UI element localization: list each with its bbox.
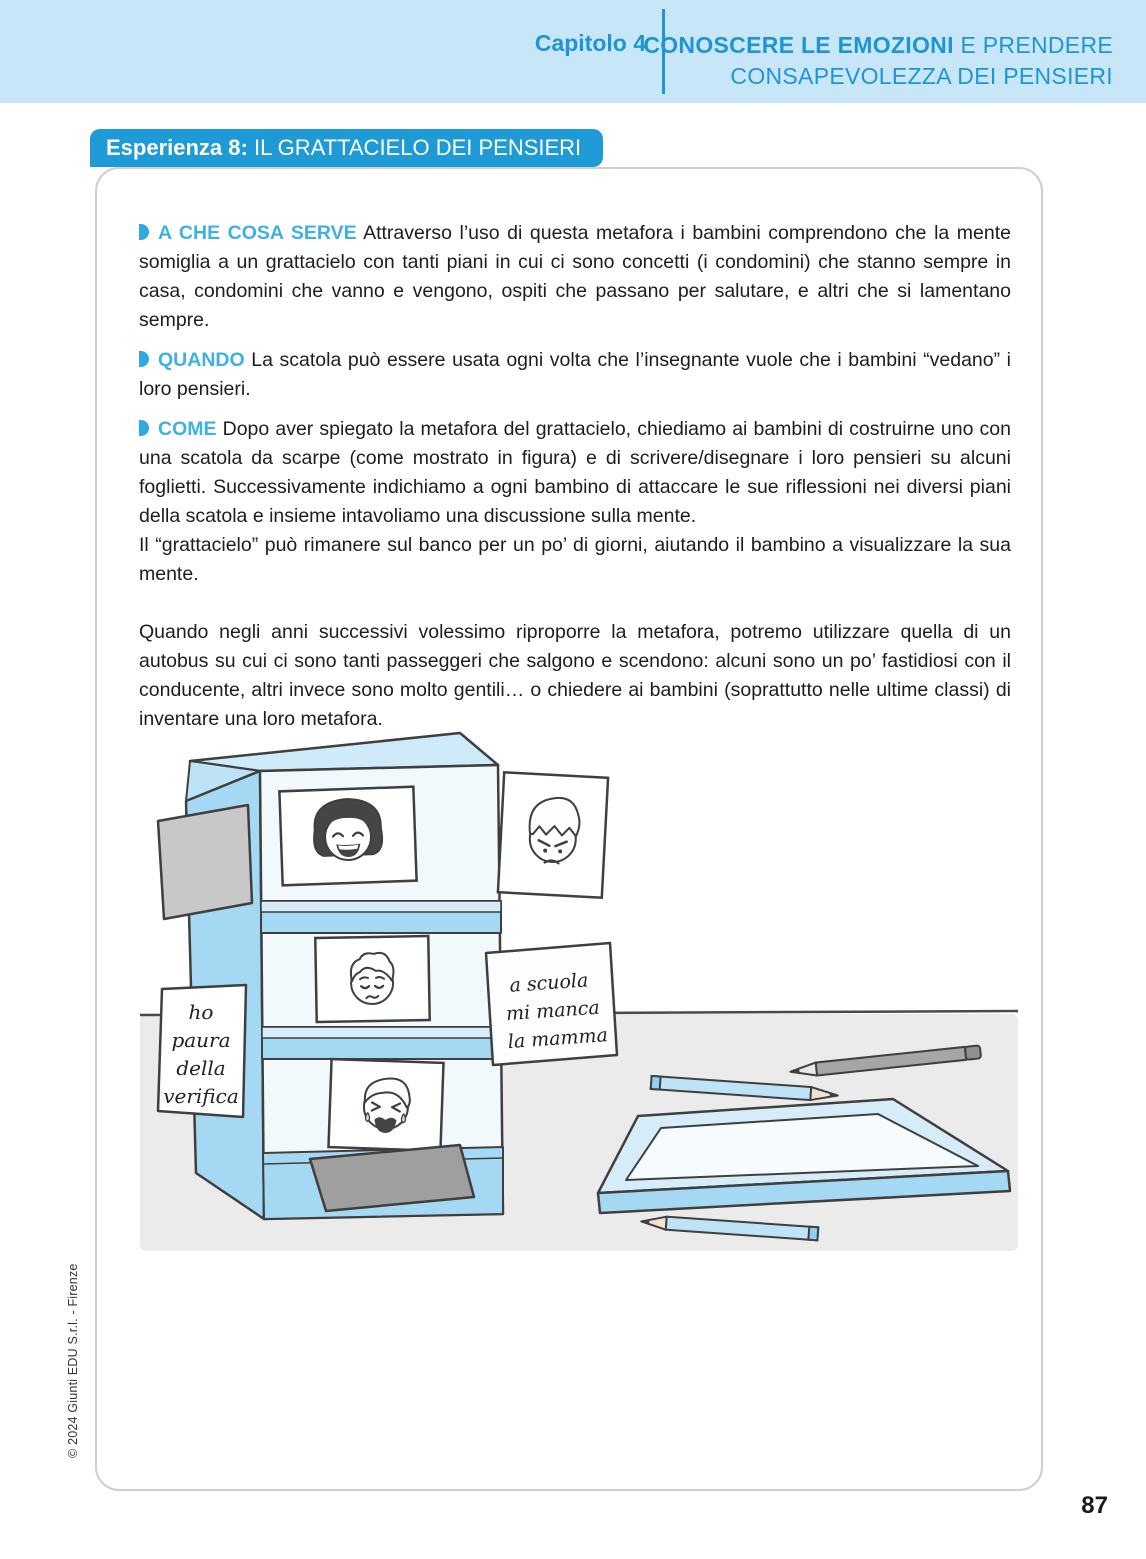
chapter-label: Capitolo 4 (534, 30, 646, 56)
drawing-angry-face (498, 772, 608, 897)
section-quando (139, 346, 1011, 404)
section-quando-text: La scatola può essere usata ogni volta che l’insegnante vuole che i bambini “vedano” i loro pensieri. (139, 349, 1012, 400)
drawing-sad-face (315, 936, 429, 1022)
experience-banner-label: Esperienza 8: (106, 135, 248, 160)
note-left-line4: verifica (163, 1084, 239, 1108)
note-right-line2: mi manca (505, 996, 601, 1026)
note-right-line3: la mamma (507, 1024, 609, 1054)
section-come (139, 415, 1011, 531)
chapter-title-line2: CONSAPEVOLEZZA DEI PENSIERI (730, 63, 1113, 89)
chapter-header (0, 0, 1146, 103)
note-left-line3: della (176, 1056, 226, 1080)
section-marker-icon (139, 420, 149, 436)
section-marker-icon (139, 224, 149, 240)
section-quando-label: QUANDO (158, 349, 245, 371)
experience-content-box (95, 167, 1043, 1491)
chapter-title-rest: E PRENDERE (953, 32, 1113, 58)
section-come-text: Dopo aver spiegato la metafora del grattacielo, chiediamo ai bambini di costruirne uno con una scatola da scarpe (come mostrato in figura) e di scrivere/disegnare i loro pensieri su alcuni foglietti. Successivamente indichiamo a ogni bambino di attaccare le sue riflessioni nei diversi piani della scatola e insieme intavoliamo una discussione sulla mente. (139, 418, 1011, 527)
section-marker-icon (139, 351, 149, 367)
copyright-notice: © 2024 Giunti EDU S.r.l. - Firenze (66, 1263, 80, 1458)
experience-banner (90, 129, 603, 167)
chapter-title-strong: CONOSCERE LE EMOZIONI (643, 32, 954, 58)
drawing-happy-face (279, 787, 416, 886)
drawing-crying-face (328, 1059, 443, 1151)
section-serve (139, 219, 1011, 335)
sticky-note-left (158, 985, 246, 1117)
page-number: 87 (1081, 1492, 1108, 1519)
section-serve-text: Attraverso l’uso di questa metafora i bambini comprendono che la mente somiglia a un grattacielo con tanti piani in cui ci sono concetti (i condomini) che stanno sempre in casa, condomini che vanno e vengono, ospiti che passano per salutare, e altri che si lamentano sempre. (139, 222, 1011, 331)
note-left-line1: ho (188, 1000, 214, 1024)
section-extra: Quando negli anni successivi volessimo riproporre la metafora, potremo utilizzare quella di un autobus su cui ci sono tanti passeggeri che salgono e scendono: alcuni sono un po’ fastidiosi con il conducente, altri invece sono molto gentili… o chiedere ai bambini (soprattutto nelle ultime classi) di inventare una loro metafora. (139, 621, 1011, 730)
note-right-line1: a scuola (508, 969, 590, 997)
chapter-title-line1 (643, 30, 1113, 61)
body-text (139, 219, 1011, 745)
experience-banner-title: IL GRATTACIELO DEI PENSIERI (247, 135, 582, 160)
section-come-label: COME (158, 418, 217, 440)
skyscraper-illustration (138, 697, 1023, 1263)
section-come-note: Il “grattacielo” può rimanere sul banco per un po’ di giorni, aiutando il bambino a visualizzare la sua mente. (139, 534, 1011, 585)
sticky-note-right (486, 943, 617, 1065)
gray-sheet (158, 805, 252, 919)
note-left-line2: paura (171, 1028, 231, 1052)
section-serve-label: A CHE COSA SERVE (158, 222, 357, 244)
chapter-title (643, 30, 1113, 92)
